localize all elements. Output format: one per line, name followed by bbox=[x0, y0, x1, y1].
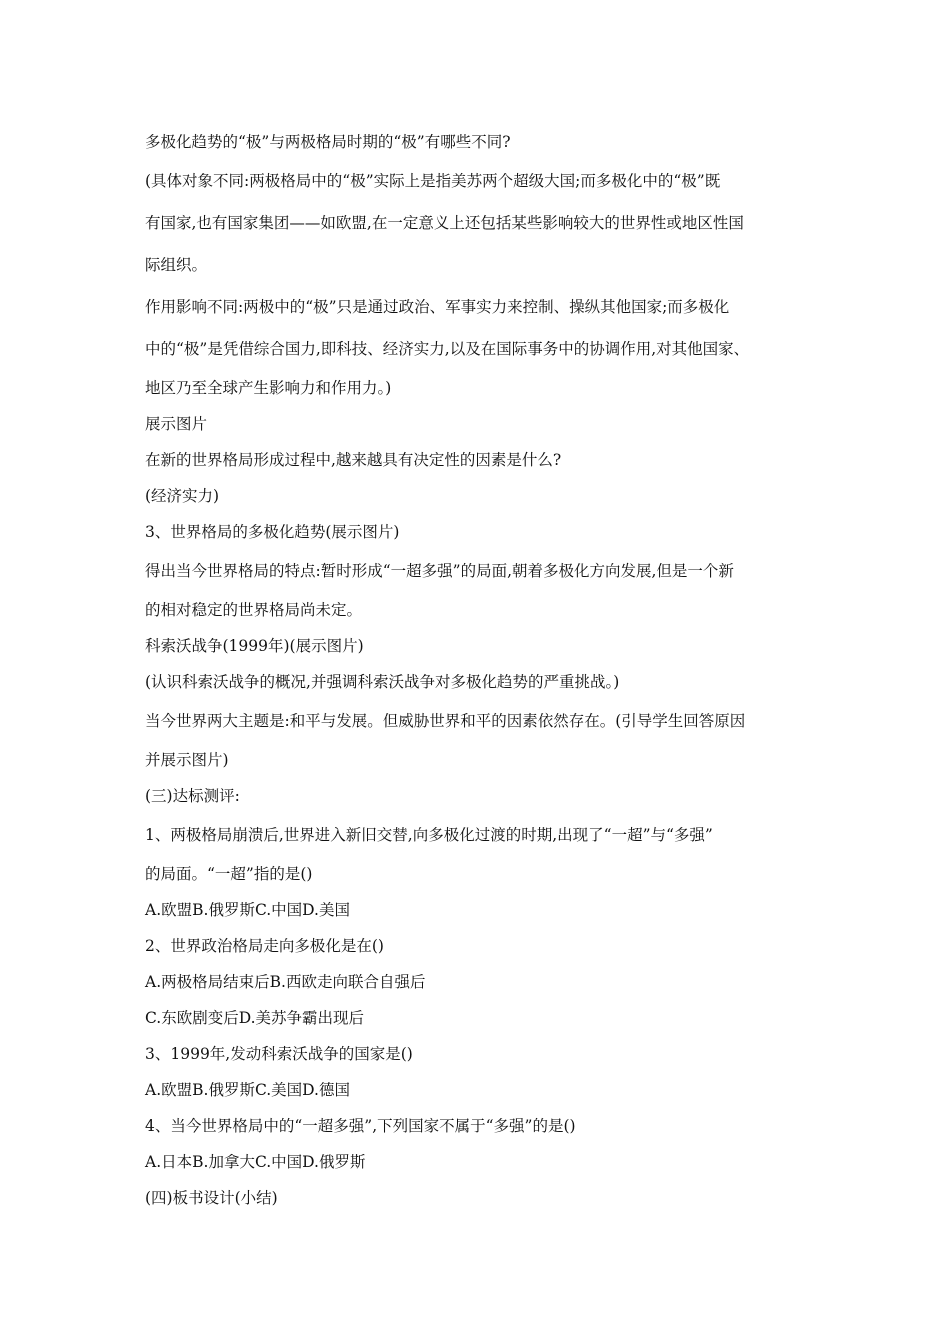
quiz-options: A.两极格局结束后B.西欧走向联合自强后 bbox=[145, 973, 426, 991]
answer-line: 有国家,也有国家集团——如欧盟,在一定意义上还包括某些影响较大的世界性或地区性国 bbox=[145, 214, 744, 232]
text-line: 展示图片 bbox=[145, 415, 208, 433]
answer-line: 际组织。 bbox=[145, 256, 208, 274]
quiz-question: 的局面。“一超”指的是() bbox=[145, 865, 313, 883]
quiz-options: A.欧盟B.俄罗斯C.美国D.德国 bbox=[145, 1081, 350, 1099]
text-line: (认识科索沃战争的概况,并强调科索沃战争对多极化趋势的严重挑战。) bbox=[145, 673, 620, 691]
answer-line: 地区乃至全球产生影响力和作用力。) bbox=[145, 379, 392, 397]
quiz-question: 2、世界政治格局走向多极化是在() bbox=[145, 937, 384, 955]
quiz-options: A.欧盟B.俄罗斯C.中国D.美国 bbox=[145, 901, 350, 919]
text-line: 得出当今世界格局的特点:暂时形成“一超多强”的局面,朝着多极化方向发展,但是一个新 bbox=[145, 562, 734, 580]
quiz-options: A.日本B.加拿大C.中国D.俄罗斯 bbox=[145, 1153, 366, 1171]
answer-line: 中的“极”是凭借综合国力,即科技、经济实力,以及在国际事务中的协调作用,对其他国家、 bbox=[145, 340, 750, 358]
answer-line: (经济实力) bbox=[145, 487, 220, 505]
quiz-options: C.东欧剧变后D.美苏争霸出现后 bbox=[145, 1009, 365, 1027]
question-line: 多极化趋势的“极”与两极格局时期的“极”有哪些不同? bbox=[145, 133, 511, 151]
document-body bbox=[145, 124, 825, 1216]
answer-line: (具体对象不同:两极格局中的“极”实际上是指美苏两个超级大国;而多极化中的“极”既 bbox=[145, 172, 721, 190]
answer-line: 作用影响不同:两极中的“极”只是通过政治、军事实力来控制、操纵其他国家;而多极化 bbox=[145, 298, 730, 316]
quiz-question: 4、当今世界格局中的“一超多强”,下列国家不属于“多强”的是() bbox=[145, 1117, 576, 1135]
section-line: 3、世界格局的多极化趋势(展示图片) bbox=[145, 523, 400, 541]
question-line: 在新的世界格局形成过程中,越来越具有决定性的因素是什么? bbox=[145, 451, 562, 469]
text-line: 的相对稳定的世界格局尚未定。 bbox=[145, 601, 363, 619]
text-line: 当今世界两大主题是:和平与发展。但威胁世界和平的因素依然存在。(引导学生回答原因 bbox=[145, 712, 746, 730]
text-line: 并展示图片) bbox=[145, 751, 229, 769]
quiz-question: 1、两极格局崩溃后,世界进入新旧交替,向多极化过渡的时期,出现了“一超”与“多强” bbox=[145, 826, 713, 844]
text-line: 科索沃战争(1999年)(展示图片) bbox=[145, 637, 364, 655]
quiz-question: 3、1999年,发动科索沃战争的国家是() bbox=[145, 1045, 413, 1063]
section-heading: (三)达标测评: bbox=[145, 787, 240, 805]
section-heading: (四)板书设计(小结) bbox=[145, 1189, 278, 1207]
